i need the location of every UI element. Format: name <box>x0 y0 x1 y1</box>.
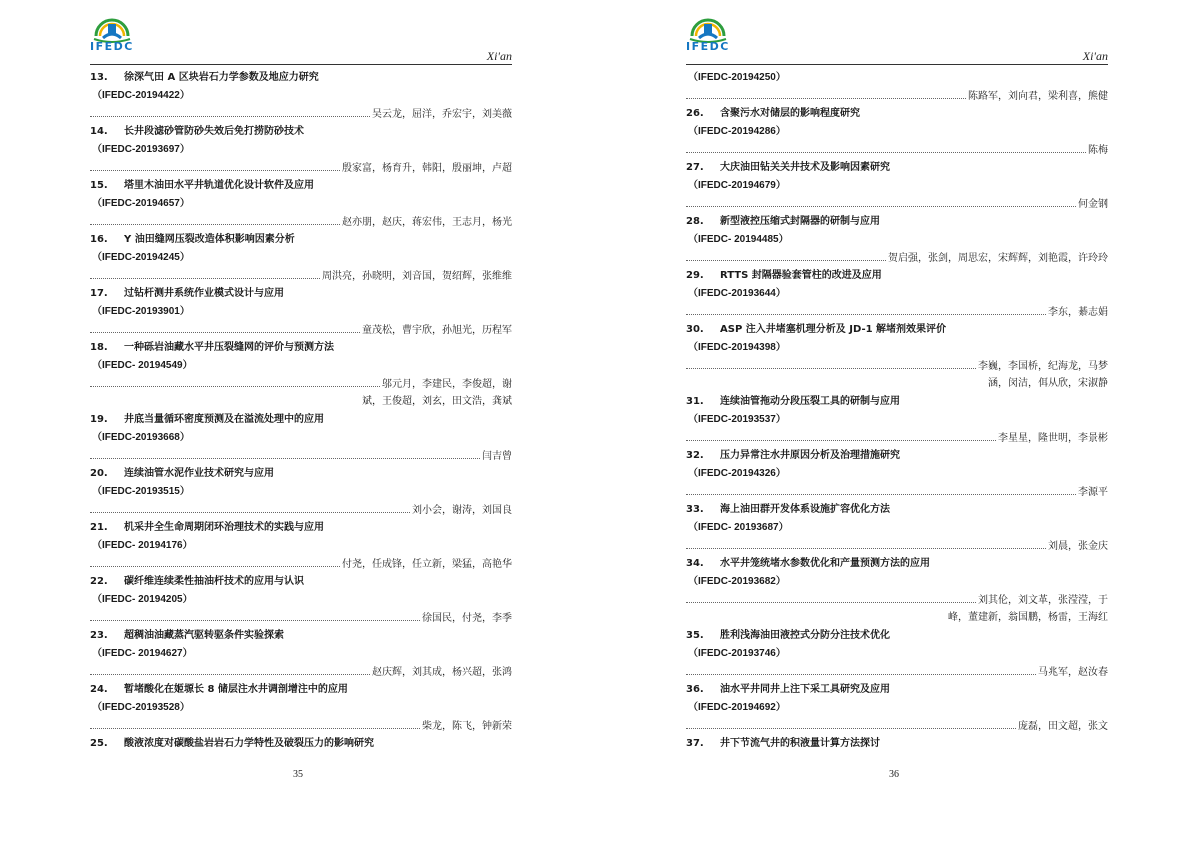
entry-title-text: 暂堵酸化在姬塬长 8 储层注水井调剖增注中的应用 <box>124 684 348 695</box>
entry-authors <box>90 321 512 339</box>
entry-code: （IFEDC-20194679） <box>688 180 786 191</box>
dot-leader <box>90 717 420 729</box>
entry-number: 33. <box>686 504 704 515</box>
dot-leader <box>90 609 420 621</box>
entry-title <box>686 213 1108 231</box>
dot-leader <box>686 141 1086 153</box>
entry-authors <box>686 537 1108 555</box>
entry-code: （IFEDC-20194692） <box>688 702 786 713</box>
entry-number: 37. <box>686 738 704 749</box>
dot-leader <box>686 591 976 603</box>
entry-code: （IFEDC-20193515） <box>92 486 190 497</box>
entry-authors <box>686 429 1108 447</box>
dot-leader <box>686 429 996 441</box>
entry-title-text: 井下节流气井的积液量计算方法探讨 <box>720 738 880 749</box>
entry-title <box>686 735 1108 753</box>
entry-title <box>90 69 512 87</box>
entry-authors <box>686 141 1108 159</box>
author-names: 何金钢 <box>1078 199 1108 210</box>
header-rule <box>90 64 512 65</box>
entry-code: （IFEDC-20194326） <box>688 468 786 479</box>
entry-title-text: 油水平井同井上注下采工具研究及应用 <box>720 684 890 695</box>
entry-title-text: Y 油田缝网压裂改造体积影响因素分析 <box>124 234 295 245</box>
entry-number: 23. <box>90 630 108 641</box>
entry-authors <box>90 717 512 735</box>
entry-authors <box>90 159 512 177</box>
entry-title-text: 海上油田群开发体系设施扩容优化方法 <box>720 504 890 515</box>
entry-number: 28. <box>686 216 704 227</box>
entry-authors <box>686 483 1108 501</box>
entry-code: （IFEDC-20193528） <box>92 702 190 713</box>
header-rule <box>686 64 1108 65</box>
dot-leader <box>90 267 320 279</box>
entry-title <box>90 573 512 591</box>
entry-authors <box>90 501 512 519</box>
author-names: 马兆军，赵汝春 <box>1038 667 1108 678</box>
dot-leader <box>90 663 370 675</box>
entry-authors <box>90 555 512 573</box>
entry-title <box>90 231 512 249</box>
entry-code: （IFEDC-20194250） <box>688 72 786 83</box>
entry-code: （IFEDC-20193668） <box>92 432 190 443</box>
author-names: 邬元月，李建民，李俊超，谢 <box>382 379 512 390</box>
entry-number: 20. <box>90 468 108 479</box>
dot-leader <box>686 663 1036 675</box>
author-names: 陈路军，刘向君，梁利喜，熊健 <box>968 91 1108 102</box>
entry-authors <box>90 375 512 393</box>
entry-number: 21. <box>90 522 108 533</box>
entry-title-text: 塔里木油田水平井轨道优化设计软件及应用 <box>124 180 314 191</box>
entry-title <box>686 681 1108 699</box>
entry-title-text: RTTS 封隔器验套管柱的改进及应用 <box>720 270 882 281</box>
entry-number: 26. <box>686 108 704 119</box>
entry-title-text: 新型液控压缩式封隔器的研制与应用 <box>720 216 880 227</box>
entry-title <box>90 735 512 753</box>
author-names: 周洪亮，孙晓明，刘音国，贺绍辉，张维维 <box>322 271 512 282</box>
dot-leader <box>686 303 1046 315</box>
entry-title <box>686 447 1108 465</box>
entry-number: 31. <box>686 396 704 407</box>
dot-leader <box>686 195 1076 207</box>
entry-list <box>90 69 512 753</box>
entry-number: 32. <box>686 450 704 461</box>
author-names: 李东，綦志娟 <box>1048 307 1108 318</box>
entry-title-text: 连续油管拖动分段压裂工具的研制与应用 <box>720 396 900 407</box>
entry-authors <box>90 267 512 285</box>
entry-code: （IFEDC- 20193687） <box>688 522 789 533</box>
entry-code: （IFEDC-20193537） <box>688 414 786 425</box>
entry-code: （IFEDC-20193644） <box>688 288 786 299</box>
entry-title <box>90 177 512 195</box>
entry-title-text: 大庆油田钻关关井技术及影响因素研究 <box>720 162 890 173</box>
page-number: 35 <box>293 769 303 780</box>
page-36 <box>596 0 1192 842</box>
author-names: 赵亦朋，赵庆，蒋宏伟，王志月，杨光 <box>342 217 512 228</box>
entry-title <box>90 627 512 645</box>
entry-number: 18. <box>90 342 108 353</box>
entry-number: 29. <box>686 270 704 281</box>
entry-code: （IFEDC- 20194176） <box>92 540 193 551</box>
entry-title-text: 井底当量循环密度预测及在溢流处理中的应用 <box>124 414 324 425</box>
author-names: 李源平 <box>1078 487 1108 498</box>
author-names: 殷家富，杨育升，韩阳，殷丽坤，卢超 <box>342 163 512 174</box>
entry-title <box>90 339 512 357</box>
entry-code: （IFEDC-20193697） <box>92 144 190 155</box>
entry-title-text: 机采井全生命周期闭环治理技术的实践与应用 <box>124 522 324 533</box>
entry-code: （IFEDC- 20194549） <box>92 360 193 371</box>
author-names: 吴云龙，屈洋，乔宏宇，刘美薇 <box>372 109 512 120</box>
entry-title <box>686 267 1108 285</box>
entry-number: 16. <box>90 234 108 245</box>
entry-title-text: 压力异常注水井原因分析及治理措施研究 <box>720 450 900 461</box>
dot-leader <box>90 375 380 387</box>
logo-text: IFEDC <box>90 40 134 53</box>
entry-title <box>686 627 1108 645</box>
entry-code: （IFEDC-20193682） <box>688 576 786 587</box>
author-names: 徐国民，付尧，李季 <box>422 613 512 624</box>
dot-leader <box>686 87 966 99</box>
dot-leader <box>686 357 976 369</box>
dot-leader <box>686 483 1076 495</box>
entry-title <box>686 105 1108 123</box>
entry-code: （IFEDC-20193901） <box>92 306 190 317</box>
entry-number: 17. <box>90 288 108 299</box>
dot-leader <box>90 501 410 513</box>
entry-authors <box>90 213 512 231</box>
entry-list <box>686 69 1108 753</box>
entry-title-text: 超稠油油藏蒸汽驱转驱条件实验探索 <box>124 630 284 641</box>
author-names: 刘其伦，刘文革，张滢滢，于 <box>978 595 1108 606</box>
entry-authors-continued: 斌，王俊超，刘玄，田文浩，龚斌 <box>362 396 512 407</box>
entry-number: 14. <box>90 126 108 137</box>
entry-number: 24. <box>90 684 108 695</box>
entry-authors-continued: 峰，董建新，翁国鹏，杨雷，王海红 <box>948 612 1108 623</box>
entry-number: 35. <box>686 630 704 641</box>
dot-leader <box>686 249 886 261</box>
dot-leader <box>90 159 340 171</box>
entry-title <box>686 501 1108 519</box>
entry-title <box>90 681 512 699</box>
author-names: 闫吉曾 <box>482 451 512 462</box>
header-city: Xi'an <box>486 49 512 63</box>
author-names: 庞磊，田文超，张文 <box>1018 721 1108 732</box>
entry-authors <box>90 447 512 465</box>
entry-code: （IFEDC- 20194627） <box>92 648 193 659</box>
entry-title-text: 长井段滤砂管防砂失效后免打捞防砂技术 <box>124 126 304 137</box>
entry-number: 27. <box>686 162 704 173</box>
entry-authors <box>90 105 512 123</box>
entry-number: 36. <box>686 684 704 695</box>
dot-leader <box>90 555 340 567</box>
entry-authors <box>686 717 1108 735</box>
author-names: 刘小会，谢涛，刘国良 <box>412 505 512 516</box>
entry-number: 19. <box>90 414 108 425</box>
entry-title <box>90 519 512 537</box>
entry-authors <box>90 663 512 681</box>
entry-title-text: 水平井笼统堵水参数优化和产量预测方法的应用 <box>720 558 930 569</box>
entry-title <box>686 393 1108 411</box>
author-names: 李星星，隆世明，李景彬 <box>998 433 1108 444</box>
entry-authors <box>686 249 1108 267</box>
entry-title <box>90 123 512 141</box>
entry-title <box>686 555 1108 573</box>
dot-leader <box>90 447 480 459</box>
dot-leader <box>90 321 360 333</box>
entry-title-text: 一种砾岩油藏水平井压裂缝网的评价与预测方法 <box>124 342 334 353</box>
entry-authors <box>686 663 1108 681</box>
entry-code: （IFEDC-20194245） <box>92 252 190 263</box>
entry-number: 22. <box>90 576 108 587</box>
entry-title <box>686 321 1108 339</box>
entry-title-text: ASP 注入井堵塞机理分析及 JD-1 解堵剂效果评价 <box>720 324 947 335</box>
entry-number: 13. <box>90 72 108 83</box>
header-city: Xi'an <box>1082 49 1108 63</box>
dot-leader <box>90 213 340 225</box>
entry-number: 34. <box>686 558 704 569</box>
entry-title-text: 酸液浓度对碳酸盐岩岩石力学特性及破裂压力的影响研究 <box>124 738 374 749</box>
entry-code: （IFEDC-20194398） <box>688 342 786 353</box>
entry-title <box>90 285 512 303</box>
entry-code: （IFEDC-20194657） <box>92 198 190 209</box>
author-names: 贺启强，张剑，周思宏，宋辉辉，刘艳霞，许玲玲 <box>888 253 1108 264</box>
entry-title <box>686 159 1108 177</box>
author-names: 柴龙，陈飞，钟新荣 <box>422 721 512 732</box>
dot-leader <box>90 105 370 117</box>
logo-text: IFEDC <box>686 40 730 53</box>
entry-authors <box>686 195 1108 213</box>
entry-number: 30. <box>686 324 704 335</box>
dot-leader <box>686 717 1016 729</box>
entry-authors <box>686 87 1108 105</box>
page-number: 36 <box>889 769 899 780</box>
entry-authors <box>686 357 1108 375</box>
entry-authors-continued: 涵，闵洁，佴从欣，宋淑静 <box>988 378 1108 389</box>
dot-leader <box>686 537 1046 549</box>
entry-authors <box>90 609 512 627</box>
entry-title-text: 胜利浅海油田液控式分防分注技术优化 <box>720 630 890 641</box>
author-names: 陈梅 <box>1088 145 1108 156</box>
entry-authors <box>686 591 1108 609</box>
entry-code: （IFEDC-20194422） <box>92 90 190 101</box>
entry-number: 25. <box>90 738 108 749</box>
entry-code: （IFEDC-20193746） <box>688 648 786 659</box>
entry-title-text: 含聚污水对储层的影响程度研究 <box>720 108 860 119</box>
entry-title <box>90 411 512 429</box>
author-names: 付尧，任成锋，任立新，梁猛，高艳华 <box>342 559 512 570</box>
entry-code: （IFEDC- 20194485） <box>688 234 789 245</box>
author-names: 童茂松，曹宇欣，孙旭光，历程军 <box>362 325 512 336</box>
author-names: 李巍，李国桥，纪海龙，马梦 <box>978 361 1108 372</box>
entry-title-text: 徐深气田 A 区块岩石力学参数及地应力研究 <box>124 72 319 83</box>
entry-title <box>90 465 512 483</box>
author-names: 刘晨，张金庆 <box>1048 541 1108 552</box>
entry-code: （IFEDC-20194286） <box>688 126 786 137</box>
author-names: 赵庆辉，刘其成，杨兴超，张鸿 <box>372 667 512 678</box>
entry-code: （IFEDC- 20194205） <box>92 594 193 605</box>
entry-title-text: 连续油管水泥作业技术研究与应用 <box>124 468 274 479</box>
entry-title-text: 碳纤维连续柔性抽油杆技术的应用与认识 <box>124 576 304 587</box>
entry-title-text: 过钻杆测井系统作业模式设计与应用 <box>124 288 284 299</box>
entry-authors <box>686 303 1108 321</box>
entry-number: 15. <box>90 180 108 191</box>
